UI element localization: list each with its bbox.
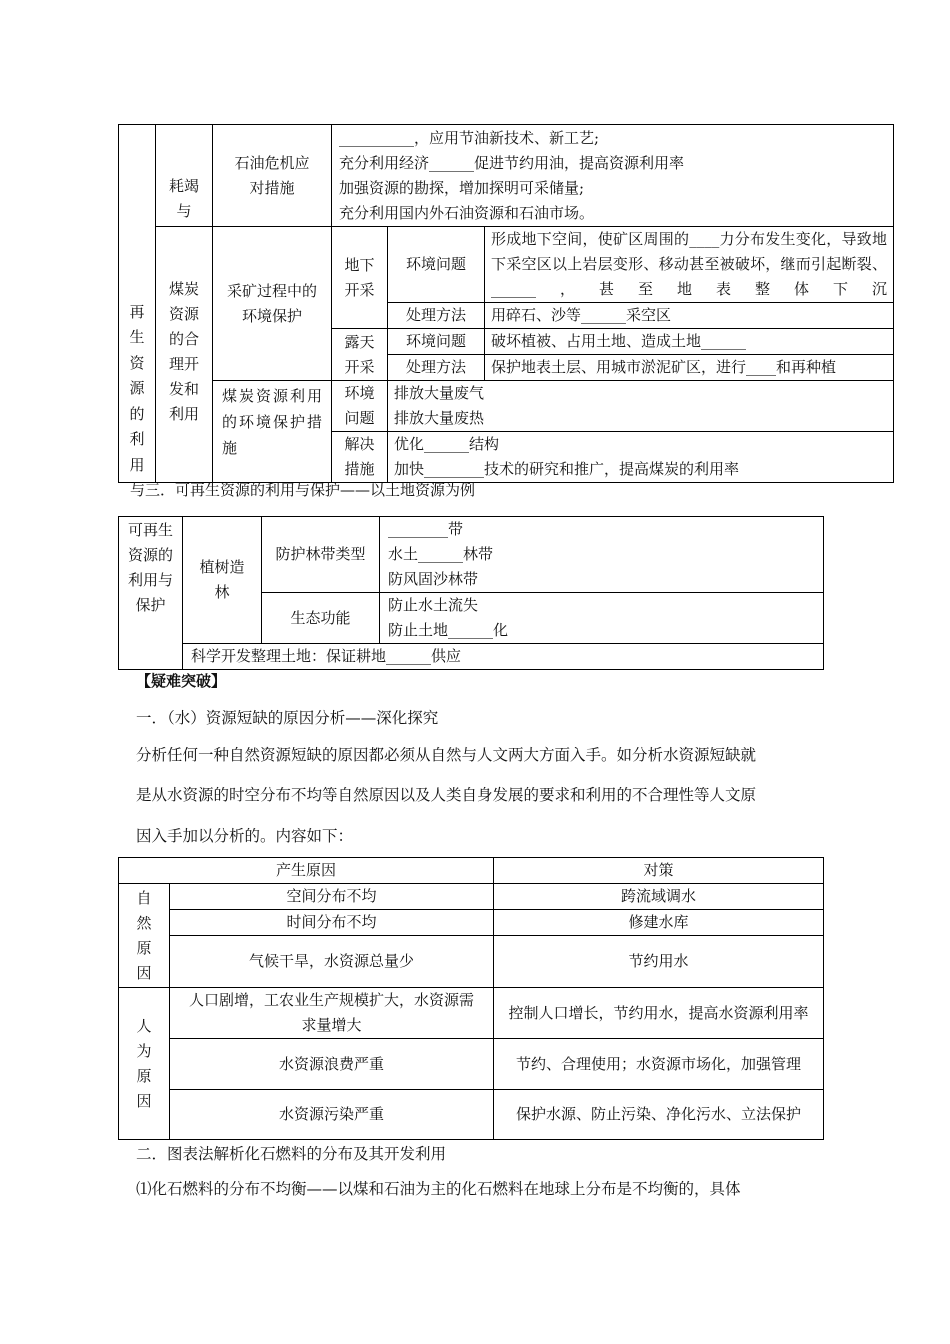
underground-mining-label: 地下开采 [332, 227, 388, 329]
openpit-mining-label: 露天开采 [332, 329, 388, 381]
cause-row-5: 水资源浪费严重 [170, 1039, 494, 1090]
coal-label: 煤炭资源的合理开发和利用 [156, 227, 213, 483]
section-title: 【疑难突破】 [136, 672, 227, 690]
mining-env-label: 采矿过程中的环境保护 [213, 227, 332, 381]
exhaustion-label: 耗竭与 [156, 125, 213, 227]
underground-env-problem: 形成地下空间，使矿区周围的____力分布发生变化，导致地下采空区以上岩层变形、移动甚至被破坏，继而引起断裂、______，甚至地表整体下沉 [485, 227, 894, 303]
measure-row-2: 修建水库 [494, 910, 824, 936]
paragraph-line-2: 是从水资源的时空分布不均等自然原因以及人类自身发展的要求和利用的不合理性等人文原 [136, 786, 757, 804]
table-nonrenewable-resources [118, 124, 894, 483]
cause-row-2: 时间分布不均 [170, 910, 494, 936]
underground-env-problem-label: 环境问题 [388, 227, 485, 303]
paragraph-line-3: 因入手加以分析的。内容如下： [136, 827, 354, 845]
section2-title: 二．图表法解析化石燃料的分布及其开发利用 [136, 1145, 447, 1163]
land-development: 科学开发整理土地：保证耕地______供应 [183, 644, 824, 670]
table-water-shortage [118, 857, 824, 1140]
eco-functions: 防止水土流失 防止土地______化 [380, 593, 824, 644]
paragraph-line-1: 分析任何一种自然资源短缺的原因都必须从自然与人文两大方面入手。如分析水资源短缺就 [136, 746, 757, 764]
cause-row-1: 空间分布不均 [170, 884, 494, 910]
measure-row-1: 跨流域调水 [494, 884, 824, 910]
heading3-text: 三．可再生资源的利用与保护——以土地资源为例 [145, 481, 476, 499]
afforestation-label: 植树造林 [183, 517, 262, 644]
coal-env-label: 煤炭资源利用的环境保护措施 [213, 381, 332, 483]
underground-treatment-label: 处理方法 [388, 303, 485, 329]
forest-types: ________带 水土______林带 防风固沙林带 [380, 517, 824, 593]
fossil-fuel-line: ⑴化石燃料的分布不均衡——以煤和石油为主的化石燃料在地球上分布是不均衡的，具体 [136, 1180, 741, 1198]
solutions: 优化______结构 加快________技术的研究和推广，提高煤炭的利用率 [388, 432, 894, 483]
openpit-treatment-label: 处理方法 [388, 355, 485, 381]
openpit-env-problem: 破坏植被、占用土地、造成土地______ [485, 329, 894, 355]
renewable-col: 可再生资源的利用与保护 [119, 517, 183, 670]
measure-row-5: 节约、合理使用；水资源市场化，加强管理 [494, 1039, 824, 1090]
section1-title: 一．（水）资源短缺的原因分析——深化探究 [136, 709, 439, 727]
natural-causes-label: 自然原因 [119, 884, 170, 988]
section3-heading [130, 479, 475, 500]
measure-row-3: 节约用水 [494, 936, 824, 988]
oil-measures: __________，应用节油新技术、新工艺; 充分利用经济______促进节约用油，提高资源利用率 加强资源的勘探，增加探明可采储量; 充分利用国内外石油资源和石油市场。 [332, 125, 894, 227]
openpit-env-problem-label: 环境问题 [388, 329, 485, 355]
measure-row-4: 控制人口增长，节约用水，提高水资源利用率 [494, 988, 824, 1039]
header-measure: 对策 [494, 858, 824, 884]
cause-row-4: 人口剧增，工农业生产规模扩大，水资源需求量增大 [170, 988, 494, 1039]
eco-function-label: 生态功能 [262, 593, 380, 644]
env-issues: 排放大量废气 排放大量废热 [388, 381, 894, 432]
col-resource-use: 再生资源的利用 [119, 125, 156, 483]
oil-crisis-label: 石油危机应对措施 [213, 125, 332, 227]
openpit-treatment: 保护地表土层、用城市淤泥矿区，进行____和再种植 [485, 355, 894, 381]
table-renewable-resources [118, 516, 824, 670]
human-causes-label: 人为原因 [119, 988, 170, 1140]
heading3-prefix: 与 [130, 481, 146, 499]
cause-row-6: 水资源污染严重 [170, 1090, 494, 1140]
forest-type-label: 防护林带类型 [262, 517, 380, 593]
solution-label: 解决措施 [332, 432, 388, 483]
cause-row-3: 气候干旱，水资源总量少 [170, 936, 494, 988]
measure-row-6: 保护水源、防止污染、净化污水、立法保护 [494, 1090, 824, 1140]
header-cause: 产生原因 [119, 858, 494, 884]
underground-treatment: 用碎石、沙等______采空区 [485, 303, 894, 329]
env-issue-label: 环境问题 [332, 381, 388, 432]
